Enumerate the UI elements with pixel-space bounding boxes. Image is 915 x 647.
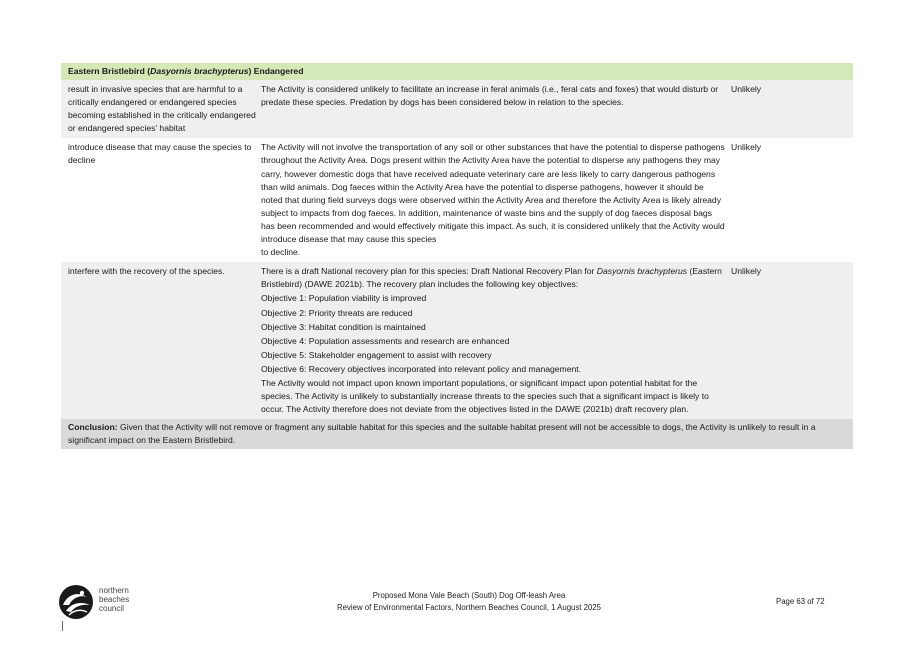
objective-item: Objective 3: Habitat condition is maintained xyxy=(261,321,426,332)
assessment-text: The Activity will not involve the transportation of any soil or other substances that have the potential to disperse pathogens throughout the Activity Area. Dogs present within the Activity Area have the potential to disperse any pathogens they may carry, however domestic dogs that have received adequate veterinary care are less likely to carry dangerous pathogens than wild animals. Dog faeces within the Activity Area have the potential to disperse pathogens, however it should be noted that during field surveys dogs were observed within the Activity Area and therefore the Activity Area is likely already subject to impacts from dog faeces. In addition, maintenance of waste bins and the supply of dog faeces disposal bags has been recommended and would effectively mitigate this impact. As such, it is considered unlikely that the Activity would introduce disease that may cause this species xyxy=(261,142,725,245)
table-title-row xyxy=(61,63,853,80)
intro-text-a: There is a draft National recovery plan for this species: Draft National Recovery Plan for xyxy=(261,266,597,277)
criterion-cell: introduce disease that may cause the species to decline xyxy=(68,142,252,166)
title-scientific-name: Dasyornis brachypterus xyxy=(150,66,249,76)
page-number: Page 63 of 72 xyxy=(776,597,825,606)
table-row xyxy=(61,262,853,419)
likelihood-cell: Unlikely xyxy=(731,142,762,153)
objective-item: Objective 5: Stakeholder engagement to assist with recovery xyxy=(261,350,492,361)
assessment-table xyxy=(61,63,853,449)
footer-doc-subtitle: Review of Environmental Factors, Northern Beaches Council, 1 August 2025 xyxy=(337,602,601,612)
objective-item: Objective 4: Population assessments and research are enhanced xyxy=(261,336,510,347)
assessment-cell xyxy=(261,141,731,259)
criterion-cell: result in invasive species that are harmful to a critically endangered or endangered species becoming established in the critically endangered or endangered species’ habitat xyxy=(68,84,256,134)
intro-scientific-name: Dasyornis brachypterus xyxy=(596,266,688,277)
table-row xyxy=(61,138,853,262)
table-row xyxy=(61,80,853,138)
footer-document-info xyxy=(300,590,638,613)
conclusion-label: Conclusion: xyxy=(68,421,118,432)
criterion-cell: interfere with the recovery of the species. xyxy=(68,266,225,277)
conclusion-row xyxy=(61,419,853,449)
assessment-text-tail: to decline. xyxy=(261,247,301,258)
logo-line: council xyxy=(99,604,124,613)
title-suffix: ) Endangered xyxy=(248,66,304,76)
likelihood-cell: Unlikely xyxy=(731,266,762,277)
intro-text-b: (Eastern Bristlebird) (DAWE 2021b). The recovery plan includes the following key objectives: xyxy=(261,266,722,290)
assessment-cell: The Activity is considered unlikely to facilitate an increase in feral animals (i.e., feral cats and foxes) that would disturb or predate these species. Predation by dogs has been considered below in relation to the species. xyxy=(261,84,719,108)
footer-doc-title: Proposed Mona Vale Beach (South) Dog Off-leash Area xyxy=(372,591,566,600)
objective-item: Objective 6: Recovery objectives incorporated into relevant policy and management. xyxy=(261,364,582,375)
assessment-closing: The Activity would not impact upon known important populations, or significant impact upon potential habitat for the species. The Activity is unlikely to substantially increase threats to the species such that a significant impact is likely to occur. The Activity therefore does not deviate from the objectives listed in the DAWE (2021b) draft recovery plan. xyxy=(261,377,709,414)
logo-line: beaches xyxy=(99,595,130,604)
recovery-plan-intro xyxy=(261,265,725,291)
objective-item: Objective 1: Population viability is improved xyxy=(261,293,427,304)
council-logo-text xyxy=(99,586,129,613)
title-prefix: Eastern Bristlebird ( xyxy=(68,66,151,76)
logo-line: northern xyxy=(99,586,129,595)
footer-divider xyxy=(62,621,63,631)
assessment-cell xyxy=(261,265,731,416)
conclusion-text: Given that the Activity will not remove or fragment any suitable habitat for this species and the suitable habitat present will not be accessible to dogs, the Activity is unlikely to result in a significant impact on the Eastern Bristlebird. xyxy=(68,421,816,445)
objective-item: Objective 2: Priority threats are reduced xyxy=(261,307,413,318)
likelihood-cell: Unlikely xyxy=(731,84,762,94)
